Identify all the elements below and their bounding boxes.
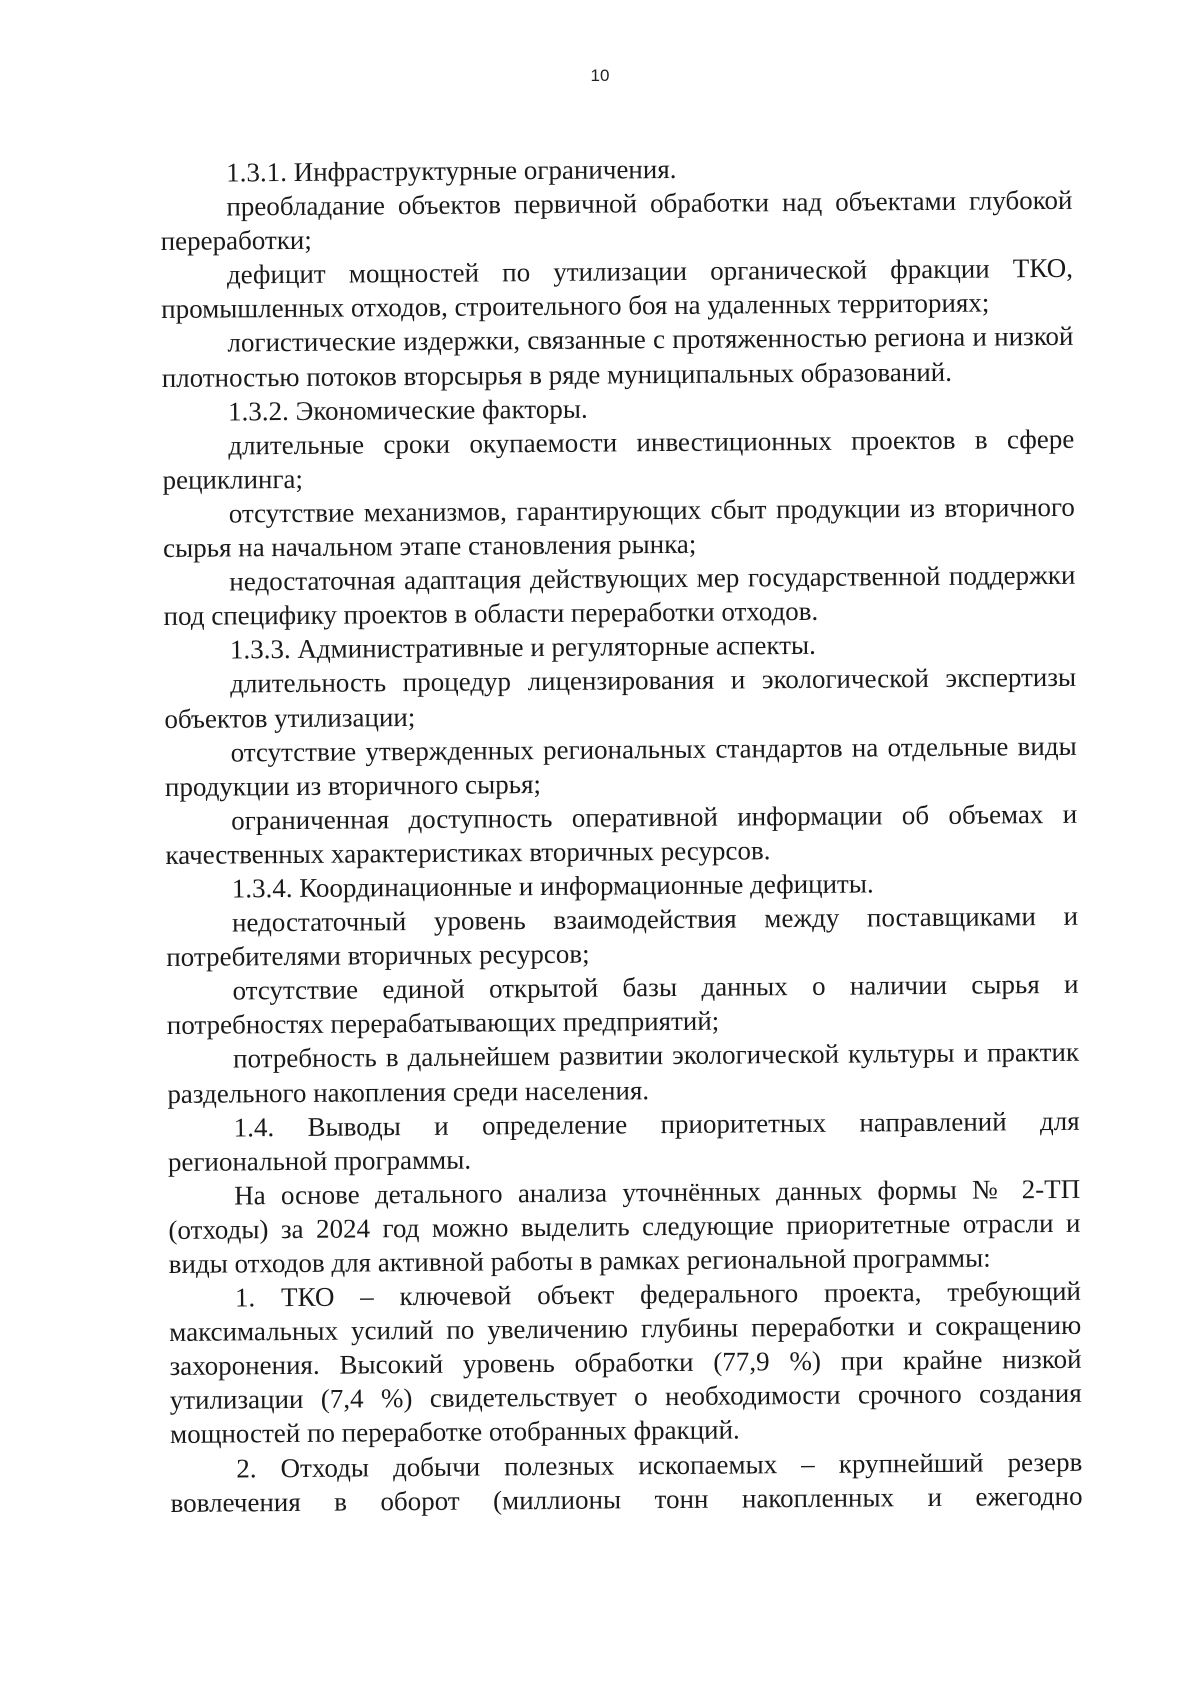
list-item: логистические издержки, связанные с протяженностью региона и низкой плотностью потоков вторсырья в ряде муниципальных образований. bbox=[161, 321, 1074, 393]
section-heading: 1.3.4. Координационные и информационные дефициты. bbox=[231, 868, 874, 904]
list-item: длительные сроки окупаемости инвестиционных проектов в сфере рециклинга; bbox=[162, 423, 1075, 495]
list-item: недостаточный уровень взаимодействия между поставщиками и потребителями вторичных ресурсов; bbox=[166, 900, 1079, 973]
priority-point: 2. Отходы добычи полезных ископаемых – крупнейший резерв вовлечения в оборот (миллионы тонн накопленных и ежегодно bbox=[170, 1446, 1083, 1518]
section-heading: 1.3.3. Административные и регуляторные аспекты. bbox=[229, 630, 816, 665]
section-heading: 1.3.2. Экономические факторы. bbox=[227, 393, 588, 427]
priority-point: 1. ТКО – ключевой объект федерального проекта, требующий максимальных усилий по увеличению глубины переработки и сокращению захоронения. Высокий уровень обработки (77,9 %) при крайне низкой утилизации (7,4 %) свидетельствует о необходимости срочного создания мощностей по переработке отобранных фракций. bbox=[169, 1275, 1082, 1450]
conclusions-intro: На основе детального анализа уточнённых данных формы № 2-ТП (отходы) за 2024 год можно выделить следующие приоритетные отрасли и виды отходов для активной работы в рамках региональной программы: bbox=[168, 1173, 1081, 1279]
list-item: отсутствие механизмов, гарантирующих сбыт продукции из вторичного сырья на начальном этапе становления рынка; bbox=[162, 491, 1075, 564]
list-item: потребность в дальнейшем развитии экологической культуры и практик раздельного накопления среди населения. bbox=[167, 1037, 1080, 1109]
document-body bbox=[160, 149, 1083, 1520]
list-item: ограниченная доступность оперативной информации об объемах и качественных характеристиках вторичных ресурсов. bbox=[165, 798, 1078, 870]
conclusions-heading: 1.4. Выводы и определение приоритетных направлений для региональной программы. bbox=[167, 1105, 1080, 1177]
list-item: отсутствие утвержденных региональных стандартов на отдельные виды продукции из вторичного сырья; bbox=[164, 730, 1077, 802]
list-item: преобладание объектов первичной обработки над объектами глубокой переработки; bbox=[160, 184, 1073, 257]
list-item: длительность процедур лицензирования и экологической экспертизы объектов утилизации; bbox=[164, 662, 1077, 734]
section-heading: 1.3.1. Инфраструктурные ограничения. bbox=[226, 153, 677, 188]
list-item: отсутствие единой открытой базы данных о наличии сырья и потребностях перерабатывающих предприятий; bbox=[166, 969, 1079, 1041]
list-item: недостаточная адаптация действующих мер государственной поддержки под специфику проектов в области переработки отходов. bbox=[163, 559, 1076, 632]
page-number: 10 bbox=[590, 66, 610, 85]
list-item: дефицит мощностей по утилизации органической фракции ТКО, промышленных отходов, строительного боя на удаленных территориях; bbox=[161, 253, 1074, 325]
